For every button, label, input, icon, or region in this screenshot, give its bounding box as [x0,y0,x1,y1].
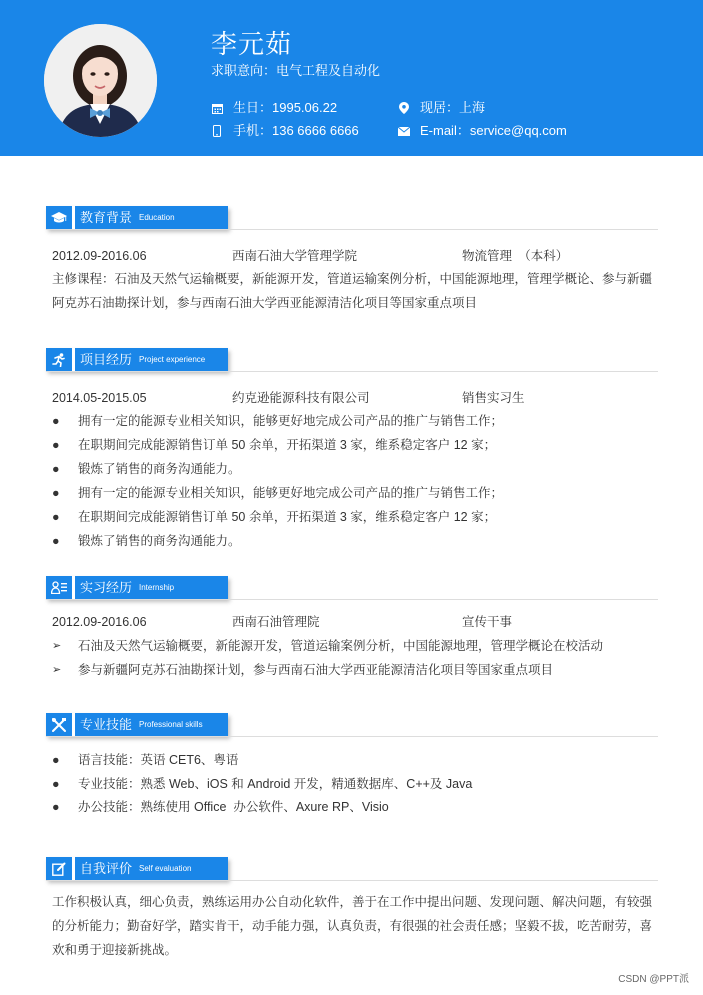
list-item [52,533,60,549]
section-title-en: Internship [139,583,175,592]
watermark: CSDN @PPT派 [618,974,689,985]
section-title-en: Education [139,213,175,222]
skill-item: 专业技能：熟悉 Web、iOS 和 Android 开发，精通数据库、C++及 Java [78,777,473,791]
internship-org: 西南石油管理院 [232,615,320,629]
project-company: 约克逊能源科技有限公司 [232,391,370,405]
project-item: 在职期间完成能源销售订单 50 余单，开拓渠道 3 家，维系稳定客户 12 家； [78,438,497,452]
graduation-cap-icon [46,206,72,229]
bullet-dot-icon: ● [52,777,60,791]
internship-role: 宣传干事 [462,615,513,629]
bullet-dot-icon: ● [52,534,60,548]
list-item [52,752,60,768]
section-title: 专业技能 [80,717,133,732]
section-title: 项目经历 [80,352,133,367]
list-item [52,485,60,501]
phone-icon [211,125,223,137]
bullet-dot-icon: ● [52,800,60,814]
bullet-dot-icon: ● [52,510,60,524]
bullet-dot-icon: ● [52,486,60,500]
section-title-en: Self evaluation [139,864,192,873]
location-info [398,100,485,116]
user-card-icon [46,576,72,599]
section-divider [46,599,658,600]
list-item [52,638,61,654]
section-internship-header [46,576,228,599]
project-item: 在职期间完成能源销售订单 50 余单，开拓渠道 3 家，维系稳定客户 12 家； [78,510,497,524]
section-divider [46,371,658,372]
header-separator [72,713,75,736]
birth-info [211,100,337,116]
skill-item: 语言技能：英语 CET6、粤语 [78,753,239,767]
candidate-name: 李元茹 [211,29,293,59]
runner-icon [46,348,72,371]
bullet-dot-icon: ● [52,414,60,428]
list-item [52,776,60,792]
project-role: 销售实习生 [462,391,525,405]
project-item: 锻炼了销售的商务沟通能力。 [78,534,241,548]
section-skills-header [46,713,228,736]
section-divider [46,736,658,737]
arrow-bullet-icon: ➢ [52,640,62,652]
project-item: 拥有一定的能源专业相关知识，能够更好地完成公司产品的推广与销售工作； [78,414,504,428]
internship-item: 参与新疆阿克苏石油勘探计划，参与西南石油大学西亚能源清洁化项目等国家重点项目 [78,663,554,677]
section-title-en: Professional skills [139,720,203,729]
self-eval-line: 的分析能力；勤奋好学，踏实肯干，动手能力强，认真负责，有很强的社会责任感；坚毅不拔，吃苦耐劳，喜 [52,919,653,933]
list-item [52,413,60,429]
header-separator [72,857,75,880]
edit-icon [46,857,72,880]
email-text: E-mail：service@qq.com [420,123,567,138]
list-item [52,662,61,678]
section-title: 实习经历 [80,580,133,595]
list-item [52,461,60,477]
avatar [44,24,157,137]
section-self-header [46,857,228,880]
list-item [52,437,60,453]
phone-text: 手机：136 6666 6666 [233,123,359,138]
portrait-photo [44,24,157,137]
education-major: 物流管理 （本科） [462,249,569,263]
resume-header [0,0,703,156]
section-project-header [46,348,228,371]
self-eval-line: 欢和勇于迎接新挑战。 [52,943,178,957]
list-item [52,799,60,815]
section-title: 教育背景 [80,210,133,225]
job-intent: 求职意向：电气工程及自动化 [211,63,381,78]
internship-item: 石油及天然气运输概要，新能源开发，管道运输案例分析，中国能源地理，管理学概论在校活动 [78,639,604,653]
education-period: 2012.09-2016.06 [52,249,147,263]
section-title-en: Project experience [139,355,206,364]
section-divider [46,880,658,881]
arrow-bullet-icon: ➢ [52,664,62,676]
project-item: 锻炼了销售的商务沟通能力。 [78,462,241,476]
birth-text: 生日：1995.06.22 [233,100,338,115]
education-courses-line: 阿克苏石油勘探计划，参与西南石油大学西亚能源清洁化项目等国家重点项目 [52,296,478,310]
phone-info [211,123,359,139]
internship-period: 2012.09-2016.06 [52,615,147,629]
header-separator [72,206,75,229]
skill-item: 办公技能：熟练使用 Office 办公软件、Axure RP、Visio [78,800,389,814]
education-courses-line: 主修课程：石油及天然气运输概要，新能源开发，管道运输案例分析，中国能源地理，管理学概论、参与新疆 [52,272,653,286]
header-separator [72,576,75,599]
mail-icon [398,125,410,137]
bullet-dot-icon: ● [52,462,60,476]
bullet-dot-icon: ● [52,438,60,452]
self-eval-line: 工作积极认真，细心负责，熟练运用办公自动化软件，善于在工作中提出问题、发现问题、解决问题，有较强 [52,895,653,909]
email-info [398,123,567,139]
header-separator [72,348,75,371]
location-pin-icon [398,102,410,114]
education-school: 西南石油大学管理学院 [232,249,358,263]
section-education-header [46,206,228,229]
tools-icon [46,713,72,736]
location-text: 现居：上海 [420,100,486,115]
project-period: 2014.05-2015.05 [52,391,147,405]
project-item: 拥有一定的能源专业相关知识，能够更好地完成公司产品的推广与销售工作； [78,486,504,500]
list-item [52,509,60,525]
section-title: 自我评价 [80,861,133,876]
calendar-icon [211,102,223,114]
section-divider [46,229,658,230]
bullet-dot-icon: ● [52,753,60,767]
